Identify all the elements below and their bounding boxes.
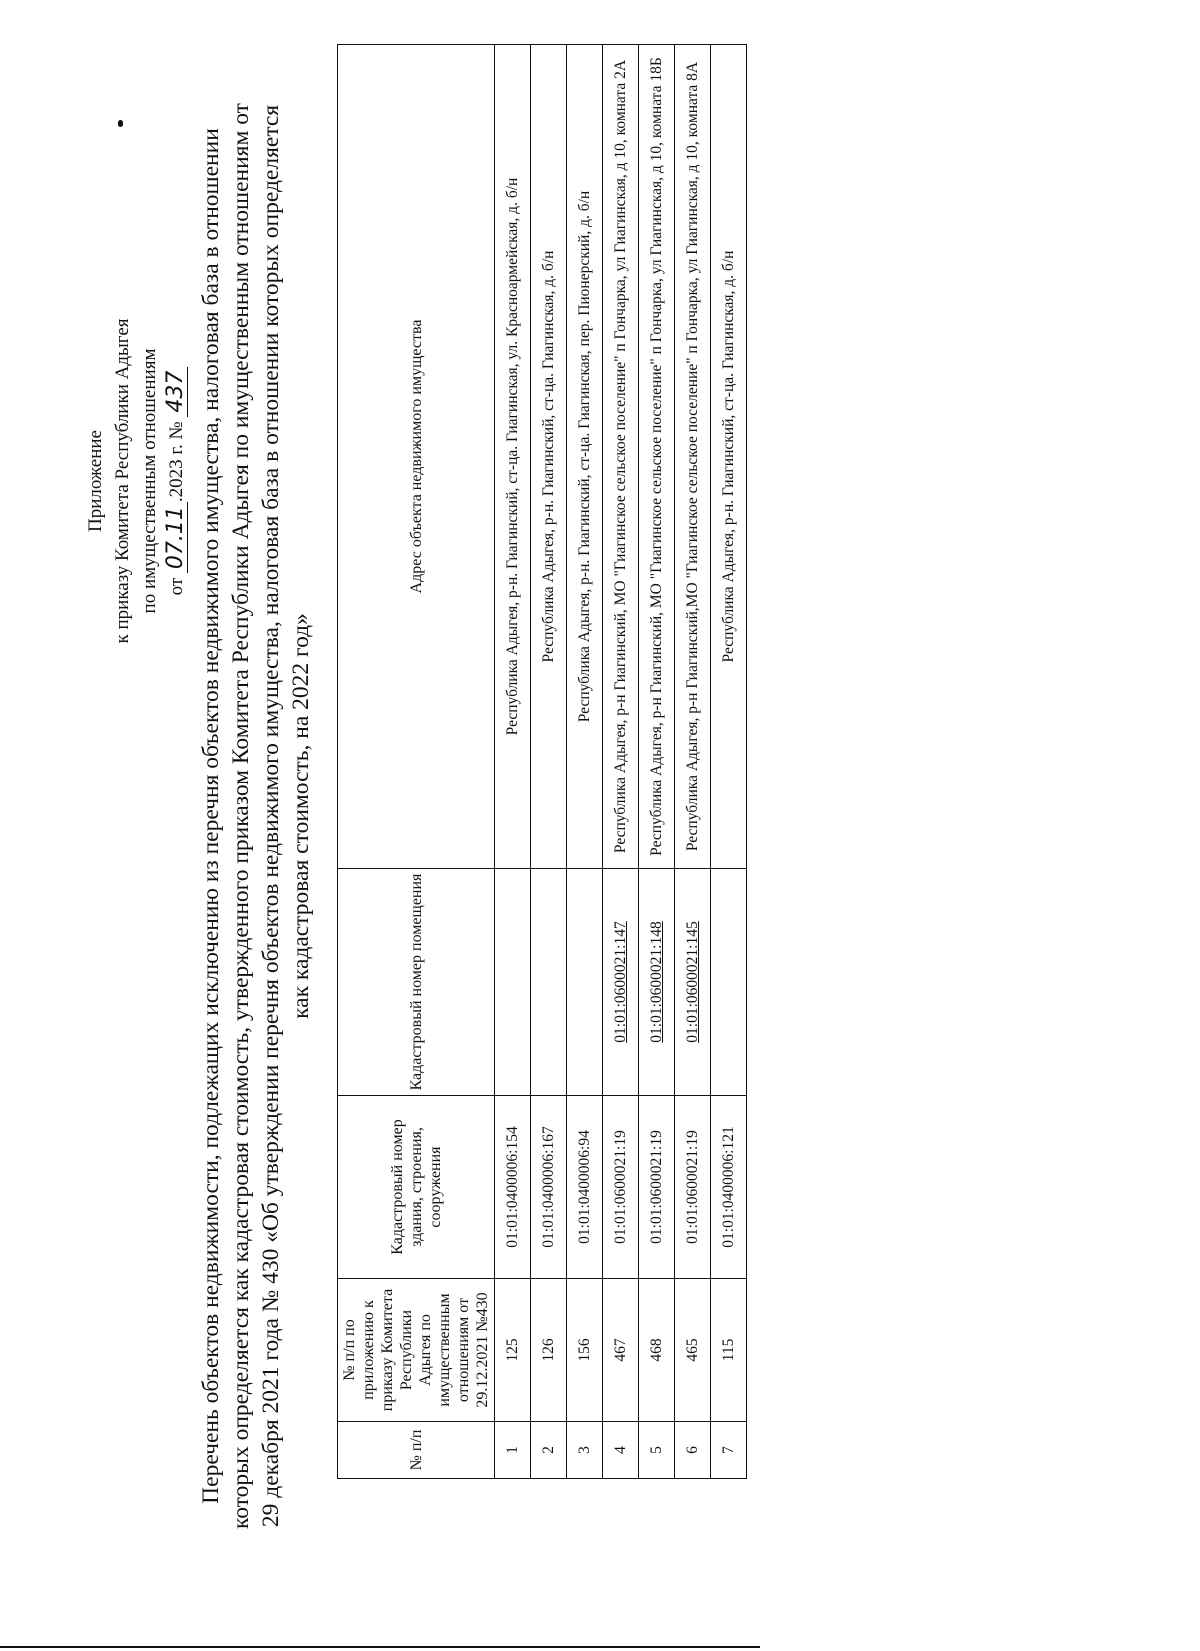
date-suffix: .2023 г. № xyxy=(166,421,187,503)
cell-building: 01:01:0400006:154 xyxy=(495,1096,531,1279)
table-row xyxy=(639,45,675,1479)
scan-speck xyxy=(118,120,123,127)
cell-room xyxy=(567,869,603,1096)
header-building: Кадастровый номер здания, строения, сооружения xyxy=(338,1096,495,1279)
cell-num: 6 xyxy=(675,1422,711,1479)
cell-building: 01:01:0600021:19 xyxy=(675,1096,711,1279)
cell-building: 01:01:0400006:167 xyxy=(531,1096,567,1279)
cell-room xyxy=(495,869,531,1096)
table-row xyxy=(675,45,711,1479)
document-heading: Перечень объектов недвижимости, подлежащих исключению из перечня объектов недвижимого имущества, налоговая база в отношении которых определяется как кадастровая стоимость, утвержденного приказом Комитета Республики Адыгея по имущественным отношениям от 29 декабря 2021 года № 430 «Об утверждении перечня объектов недвижимого имущества, налоговая база в отношении которых определяется как кадастровая стоимость, на 2022 год» xyxy=(198,103,314,1529)
cell-ref: 468 xyxy=(639,1279,675,1422)
cell-num: 1 xyxy=(495,1422,531,1479)
cell-address: Республика Адыгея, р-н. Гиагинский, ст-ца. Гиагинская, д. б/н xyxy=(531,45,567,869)
table-row xyxy=(567,45,603,1479)
date-handwritten: 07.11 xyxy=(165,502,188,573)
cell-num: 3 xyxy=(567,1422,603,1479)
cell-room xyxy=(531,869,567,1096)
header-room: Кадастровый номер помещения xyxy=(338,869,495,1096)
scan-bottom-rule xyxy=(0,1646,760,1648)
order-number-handwritten: 437 xyxy=(165,367,188,417)
cell-building: 01:01:0600021:19 xyxy=(603,1096,639,1279)
header-address: Адрес объекта недвижимого имущества xyxy=(338,45,495,869)
appendix-block xyxy=(82,271,190,691)
cell-ref: 115 xyxy=(711,1279,747,1422)
cell-room: 01:01:0600021:147 xyxy=(603,869,639,1096)
cell-ref: 156 xyxy=(567,1279,603,1422)
cell-address: Республика Адыгея, р-н. Гиагинский, ст-ца. Гиагинская, д. б/н xyxy=(711,45,747,869)
cell-ref: 467 xyxy=(603,1279,639,1422)
cell-room: 01:01:0600021:145 xyxy=(675,869,711,1096)
table-row xyxy=(603,45,639,1479)
cell-building: 01:01:0400006:94 xyxy=(567,1096,603,1279)
cell-address: Республика Адыгея, р-н Гиагинский,МО "Гиагинское сельское поселение" п Гончарка, ул Гиагинская, д 10, комната 8А xyxy=(675,45,711,869)
cell-address: Республика Адыгея, р-н. Гиагинский, ст-ца. Гиагинская, ул. Красноармейская, д. б/н xyxy=(495,45,531,869)
cell-ref: 465 xyxy=(675,1279,711,1422)
cell-num: 5 xyxy=(639,1422,675,1479)
cell-num: 7 xyxy=(711,1422,747,1479)
appendix-order-ref: к приказу Комитета Республики Адыгея xyxy=(112,318,133,644)
table-row xyxy=(531,45,567,1479)
cell-address: Республика Адыгея, р-н Гиагинский, МО "Гиагинское сельское поселение" п Гончарка, ул Гиагинская, д 10, комната 2А xyxy=(603,45,639,869)
cell-room: 01:01:0600021:148 xyxy=(639,869,675,1096)
table-header-row xyxy=(338,45,495,1479)
cell-address: Республика Адыгея, р-н. Гиагинский, ст-ца. Гиагинская, пер. Пионерский, д. б/н xyxy=(567,45,603,869)
cell-room xyxy=(711,869,747,1096)
table-row xyxy=(711,45,747,1479)
appendix-committee: по имущественным отношениям xyxy=(139,348,160,614)
cell-address: Республика Адыгея, р-н Гиагинский, МО "Гиагинское сельское поселение" п Гончарка, ул Гиагинская, д 10, комната 18Б xyxy=(639,45,675,869)
property-table xyxy=(337,44,747,1479)
header-num: № п/п xyxy=(338,1422,495,1479)
cell-building: 01:01:0600021:19 xyxy=(639,1096,675,1279)
cell-ref: 125 xyxy=(495,1279,531,1422)
cell-num: 2 xyxy=(531,1422,567,1479)
cell-ref: 126 xyxy=(531,1279,567,1422)
date-prefix: от xyxy=(166,577,187,596)
appendix-date-line xyxy=(163,271,190,691)
appendix-title: Приложение xyxy=(85,430,106,532)
header-ref: № п/п по приложению к приказу Комитета Республики Адыгея по имущественным отношениям от 29.12.2021 №430 xyxy=(338,1279,495,1422)
cell-num: 4 xyxy=(603,1422,639,1479)
table-row xyxy=(495,45,531,1479)
cell-building: 01:01:0400006:121 xyxy=(711,1096,747,1279)
